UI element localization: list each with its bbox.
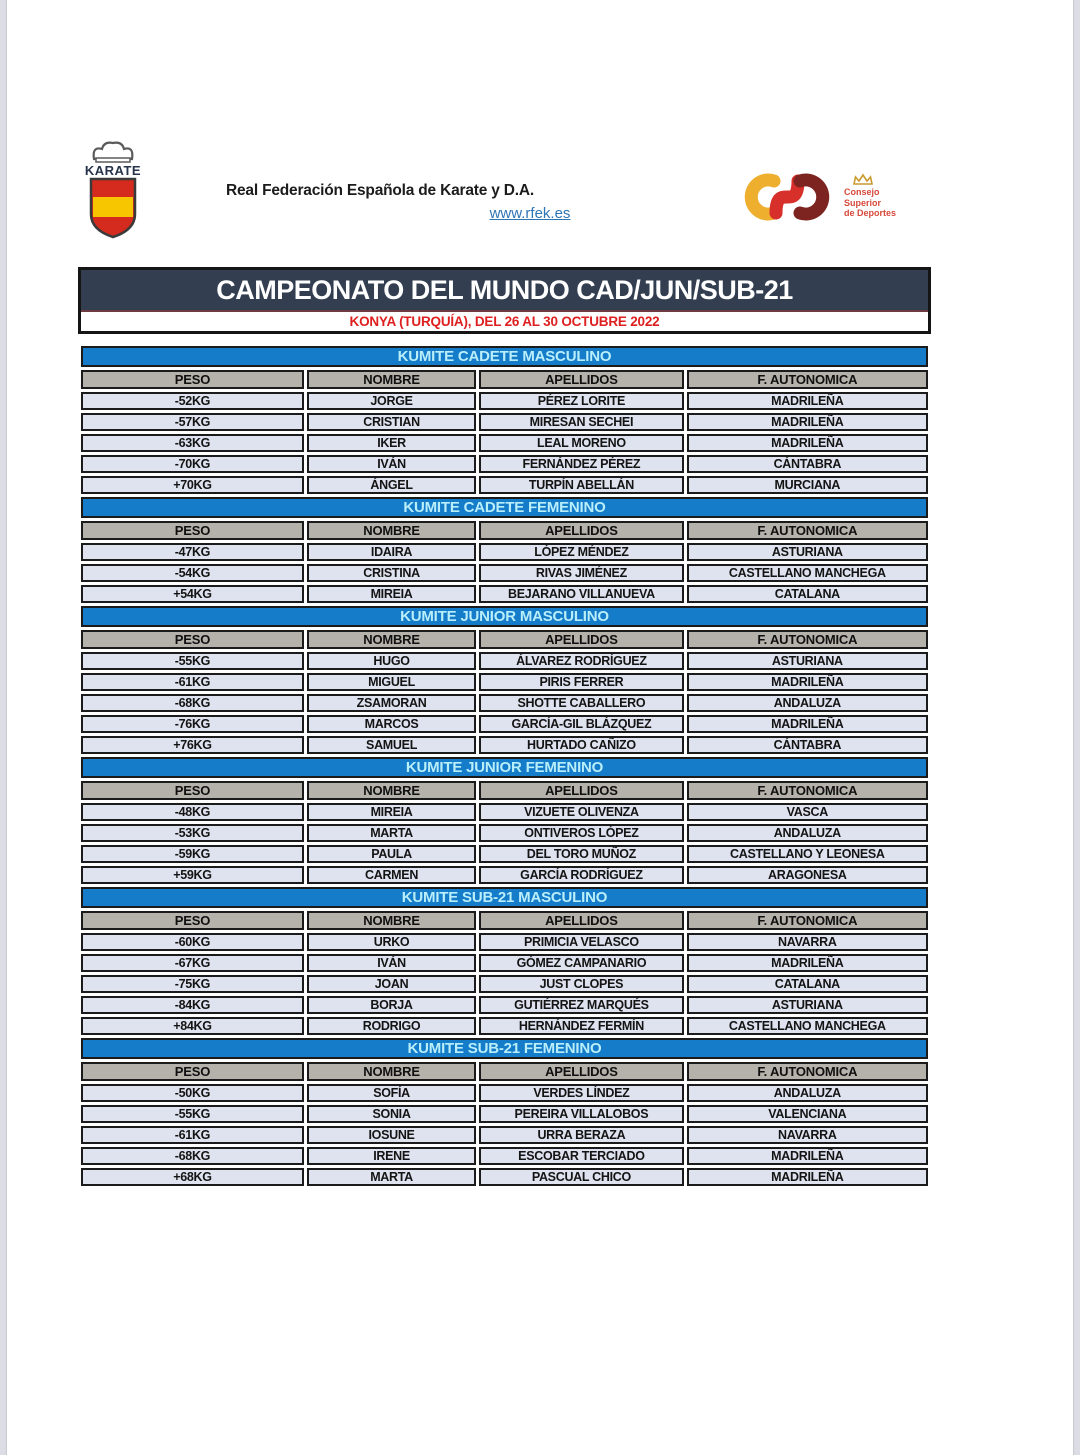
name-cell: URKO xyxy=(307,933,476,951)
weight-cell: -53KG xyxy=(81,824,304,842)
name-cell: CRISTINA xyxy=(307,564,476,582)
surname-cell: HERNÁNDEZ FERMÍN xyxy=(479,1017,683,1035)
weight-cell: -61KG xyxy=(81,1126,304,1144)
surname-cell: DEL TORO MUÑOZ xyxy=(479,845,683,863)
surname-cell: ÁLVAREZ RODRÍGUEZ xyxy=(479,652,683,670)
weight-cell: +54KG xyxy=(81,585,304,603)
federation-name: Real Federación Española de Karate y D.A. xyxy=(226,182,534,199)
table-row xyxy=(81,1147,928,1165)
federation-cell: CASTELLANO MANCHEGA xyxy=(687,564,928,582)
name-cell: MARTA xyxy=(307,824,476,842)
column-header-peso: PESO xyxy=(81,370,304,389)
weight-cell: -55KG xyxy=(81,652,304,670)
section-header-row xyxy=(81,1038,928,1059)
surname-cell: PEREIRA VILLALOBOS xyxy=(479,1105,683,1123)
table-row xyxy=(81,975,928,993)
name-cell: IVÁN xyxy=(307,455,476,473)
weight-cell: +70KG xyxy=(81,476,304,494)
column-header-peso: PESO xyxy=(81,781,304,800)
weight-cell: -48KG xyxy=(81,803,304,821)
surname-cell: LÓPEZ MÉNDEZ xyxy=(479,543,683,561)
rfek-karate-logo-icon xyxy=(84,138,142,240)
surname-cell: VIZUETE OLIVENZA xyxy=(479,803,683,821)
csd-crown-icon xyxy=(852,173,874,185)
name-cell: CRISTIAN xyxy=(307,413,476,431)
name-cell: IDAIRA xyxy=(307,543,476,561)
federation-cell: MADRILEÑA xyxy=(687,434,928,452)
surname-cell: TURPÍN ABELLÁN xyxy=(479,476,683,494)
name-cell: PAULA xyxy=(307,845,476,863)
federation-cell: ASTURIANA xyxy=(687,543,928,561)
federation-cell: ARAGONESA xyxy=(687,866,928,884)
photo-edge-right xyxy=(1073,0,1080,1455)
federation-cell: NAVARRA xyxy=(687,933,928,951)
column-header-row xyxy=(81,911,928,930)
column-header-apellidos: APELLIDOS xyxy=(479,781,683,800)
name-cell: MARTA xyxy=(307,1168,476,1186)
surname-cell: PÉREZ LORITE xyxy=(479,392,683,410)
name-cell: MIGUEL xyxy=(307,673,476,691)
table-row xyxy=(81,694,928,712)
table-row xyxy=(81,996,928,1014)
section-title: KUMITE SUB-21 FEMENINO xyxy=(81,1038,928,1059)
column-header-peso: PESO xyxy=(81,521,304,540)
weight-cell: -50KG xyxy=(81,1084,304,1102)
section-header-row xyxy=(81,497,928,518)
federation-cell: CASTELLANO Y LEONESA xyxy=(687,845,928,863)
name-cell: MIREIA xyxy=(307,803,476,821)
table-row xyxy=(81,803,928,821)
name-cell: IOSUNE xyxy=(307,1126,476,1144)
surname-cell: PIRIS FERRER xyxy=(479,673,683,691)
surname-cell: URRA BERAZA xyxy=(479,1126,683,1144)
column-header-row xyxy=(81,521,928,540)
column-header-apellidos: APELLIDOS xyxy=(479,1062,683,1081)
website-link[interactable]: www.rfek.es xyxy=(489,205,571,222)
column-header-row xyxy=(81,370,928,389)
surname-cell: MIRESAN SECHEI xyxy=(479,413,683,431)
weight-cell: -76KG xyxy=(81,715,304,733)
weight-cell: -52KG xyxy=(81,392,304,410)
federation-cell: CATALANA xyxy=(687,975,928,993)
svg-text:KARATE: KARATE xyxy=(84,163,142,178)
name-cell: CARMEN xyxy=(307,866,476,884)
roster-table-body xyxy=(81,346,928,1186)
federation-cell: MADRILEÑA xyxy=(687,954,928,972)
surname-cell: SHOTTE CABALLERO xyxy=(479,694,683,712)
name-cell: SAMUEL xyxy=(307,736,476,754)
weight-cell: -63KG xyxy=(81,434,304,452)
column-header-f-autonomica: F. AUTONOMICA xyxy=(687,911,928,930)
surname-cell: PRIMICIA VELASCO xyxy=(479,933,683,951)
column-header-row xyxy=(81,1062,928,1081)
column-header-nombre: NOMBRE xyxy=(307,370,476,389)
federation-cell: MADRILEÑA xyxy=(687,392,928,410)
section-header-row xyxy=(81,346,928,367)
name-cell: SONIA xyxy=(307,1105,476,1123)
section-header-row xyxy=(81,887,928,908)
surname-cell: ESCOBAR TERCIADO xyxy=(479,1147,683,1165)
federation-cell: ASTURIANA xyxy=(687,996,928,1014)
federation-cell: ANDALUZA xyxy=(687,824,928,842)
table-row xyxy=(81,476,928,494)
column-header-f-autonomica: F. AUTONOMICA xyxy=(687,521,928,540)
federation-cell: MADRILEÑA xyxy=(687,673,928,691)
weight-cell: -84KG xyxy=(81,996,304,1014)
federation-cell: MURCIANA xyxy=(687,476,928,494)
championship-title: CAMPEONATO DEL MUNDO CAD/JUN/SUB-21 xyxy=(81,270,928,310)
csd-org-name-line1: Consejo xyxy=(844,187,880,198)
table-row xyxy=(81,866,928,884)
title-banner xyxy=(78,267,931,334)
table-row xyxy=(81,652,928,670)
championship-subtitle: KONYA (TURQUÍA), DEL 26 AL 30 OCTUBRE 2022 xyxy=(81,310,928,331)
column-header-row xyxy=(81,781,928,800)
table-row xyxy=(81,455,928,473)
table-row xyxy=(81,715,928,733)
csd-org-name-line3: de Deportes xyxy=(844,208,897,219)
table-row xyxy=(81,564,928,582)
surname-cell: FERNÁNDEZ PÉREZ xyxy=(479,455,683,473)
federation-cell: ANDALUZA xyxy=(687,1084,928,1102)
federation-cell: ANDALUZA xyxy=(687,694,928,712)
table-row xyxy=(81,824,928,842)
table-row xyxy=(81,954,928,972)
weight-cell: -54KG xyxy=(81,564,304,582)
weight-cell: +59KG xyxy=(81,866,304,884)
table-row xyxy=(81,1084,928,1102)
column-header-nombre: NOMBRE xyxy=(307,1062,476,1081)
federation-cell: CATALANA xyxy=(687,585,928,603)
name-cell: JORGE xyxy=(307,392,476,410)
federation-cell: MADRILEÑA xyxy=(687,715,928,733)
column-header-apellidos: APELLIDOS xyxy=(479,370,683,389)
column-header-apellidos: APELLIDOS xyxy=(479,911,683,930)
name-cell: ÁNGEL xyxy=(307,476,476,494)
federation-cell: MADRILEÑA xyxy=(687,1147,928,1165)
table-row xyxy=(81,1168,928,1186)
csd-logo xyxy=(736,160,916,232)
roster-table xyxy=(78,343,931,1189)
weight-cell: -68KG xyxy=(81,694,304,712)
federation-cell: MADRILEÑA xyxy=(687,1168,928,1186)
surname-cell: GUTIÉRREZ MARQUÉS xyxy=(479,996,683,1014)
section-title: KUMITE JUNIOR MASCULINO xyxy=(81,606,928,627)
surname-cell: GARCÍA-GIL BLÁZQUEZ xyxy=(479,715,683,733)
table-row xyxy=(81,543,928,561)
weight-cell: -55KG xyxy=(81,1105,304,1123)
surname-cell: HURTADO CAÑIZO xyxy=(479,736,683,754)
name-cell: BORJA xyxy=(307,996,476,1014)
federation-cell: CASTELLANO MANCHEGA xyxy=(687,1017,928,1035)
column-header-nombre: NOMBRE xyxy=(307,630,476,649)
weight-cell: -70KG xyxy=(81,455,304,473)
photo-edge-left xyxy=(0,0,7,1455)
section-header-row xyxy=(81,757,928,778)
surname-cell: GARCÍA RODRÍGUEZ xyxy=(479,866,683,884)
column-header-nombre: NOMBRE xyxy=(307,781,476,800)
weight-cell: -47KG xyxy=(81,543,304,561)
column-header-f-autonomica: F. AUTONOMICA xyxy=(687,781,928,800)
column-header-peso: PESO xyxy=(81,1062,304,1081)
name-cell: MARCOS xyxy=(307,715,476,733)
surname-cell: PASCUAL CHICO xyxy=(479,1168,683,1186)
section-title: KUMITE CADETE MASCULINO xyxy=(81,346,928,367)
section-title: KUMITE CADETE FEMENINO xyxy=(81,497,928,518)
weight-cell: -59KG xyxy=(81,845,304,863)
name-cell: JOAN xyxy=(307,975,476,993)
weight-cell: -67KG xyxy=(81,954,304,972)
csd-org-name-line2: Superior xyxy=(844,197,882,208)
federation-cell: CÁNTABRA xyxy=(687,455,928,473)
federation-cell: MADRILEÑA xyxy=(687,413,928,431)
federation-cell: VASCA xyxy=(687,803,928,821)
name-cell: ZSAMORAN xyxy=(307,694,476,712)
weight-cell: -68KG xyxy=(81,1147,304,1165)
section-title: KUMITE JUNIOR FEMENINO xyxy=(81,757,928,778)
section-header-row xyxy=(81,606,928,627)
weight-cell: -61KG xyxy=(81,673,304,691)
csd-letters-icon xyxy=(736,161,840,231)
weight-cell: -60KG xyxy=(81,933,304,951)
surname-cell: LEAL MORENO xyxy=(479,434,683,452)
name-cell: IRENE xyxy=(307,1147,476,1165)
weight-cell: -57KG xyxy=(81,413,304,431)
weight-cell: +76KG xyxy=(81,736,304,754)
column-header-nombre: NOMBRE xyxy=(307,911,476,930)
column-header-peso: PESO xyxy=(81,630,304,649)
federation-cell: ASTURIANA xyxy=(687,652,928,670)
weight-cell: -75KG xyxy=(81,975,304,993)
name-cell: HUGO xyxy=(307,652,476,670)
name-cell: IVÁN xyxy=(307,954,476,972)
weight-cell: +68KG xyxy=(81,1168,304,1186)
table-row xyxy=(81,1105,928,1123)
name-cell: RODRIGO xyxy=(307,1017,476,1035)
table-row xyxy=(81,413,928,431)
column-header-peso: PESO xyxy=(81,911,304,930)
column-header-f-autonomica: F. AUTONOMICA xyxy=(687,1062,928,1081)
table-row xyxy=(81,673,928,691)
federation-cell: VALENCIANA xyxy=(687,1105,928,1123)
column-header-nombre: NOMBRE xyxy=(307,521,476,540)
table-row xyxy=(81,1126,928,1144)
column-header-apellidos: APELLIDOS xyxy=(479,521,683,540)
name-cell: MIREIA xyxy=(307,585,476,603)
table-row xyxy=(81,434,928,452)
column-header-apellidos: APELLIDOS xyxy=(479,630,683,649)
table-row xyxy=(81,1017,928,1035)
section-title: KUMITE SUB-21 MASCULINO xyxy=(81,887,928,908)
surname-cell: RIVAS JIMÉNEZ xyxy=(479,564,683,582)
table-row xyxy=(81,392,928,410)
column-header-f-autonomica: F. AUTONOMICA xyxy=(687,630,928,649)
table-row xyxy=(81,585,928,603)
surname-cell: VERDES LÍNDEZ xyxy=(479,1084,683,1102)
weight-cell: +84KG xyxy=(81,1017,304,1035)
surname-cell: ONTIVEROS LÓPEZ xyxy=(479,824,683,842)
column-header-row xyxy=(81,630,928,649)
table-row xyxy=(81,736,928,754)
table-row xyxy=(81,845,928,863)
federation-cell: NAVARRA xyxy=(687,1126,928,1144)
surname-cell: JUST CLOPES xyxy=(479,975,683,993)
federation-cell: CÁNTABRA xyxy=(687,736,928,754)
surname-cell: GÓMEZ CAMPANARIO xyxy=(479,954,683,972)
column-header-f-autonomica: F. AUTONOMICA xyxy=(687,370,928,389)
surname-cell: BEJARANO VILLANUEVA xyxy=(479,585,683,603)
name-cell: SOFÍA xyxy=(307,1084,476,1102)
name-cell: IKER xyxy=(307,434,476,452)
table-row xyxy=(81,933,928,951)
